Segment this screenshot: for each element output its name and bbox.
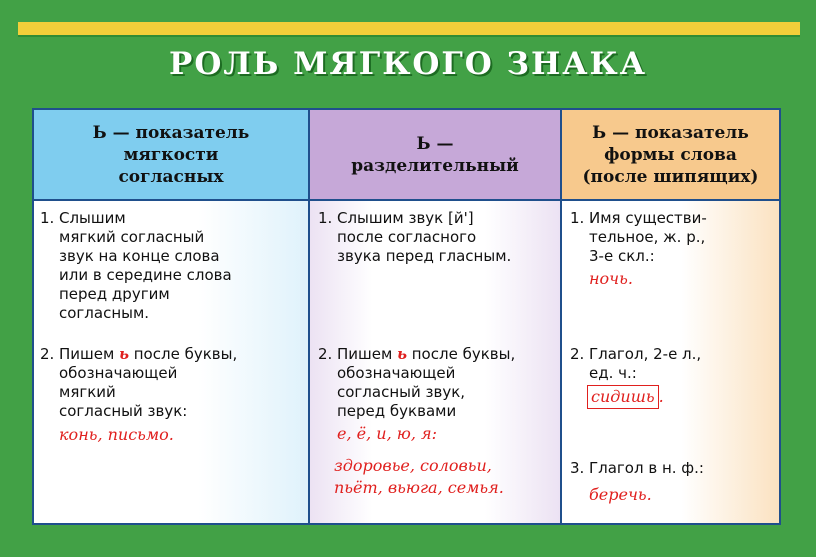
header-divider: [34, 199, 779, 201]
item-text: Слышим мягкий согласный звук на конце слова или в середине слова перед другим согласным.: [59, 209, 232, 322]
item-text: Глагол, 2-е л., ед. ч.:: [589, 345, 702, 382]
rules-table: [32, 108, 781, 525]
item-number: 1.: [40, 209, 55, 227]
column-body: [34, 201, 308, 523]
column-body: [310, 201, 560, 523]
column-body: [562, 201, 779, 523]
item-number: 2.: [318, 345, 333, 363]
item-text: [59, 345, 237, 421]
item-text: Глагол в н. ф.:: [589, 459, 704, 477]
text-fragment: Пишем: [337, 345, 398, 363]
vowel-letters: е, ё, и, ю, я:: [337, 424, 437, 443]
column-softness: [34, 110, 308, 523]
top-stripe: [18, 22, 800, 37]
column-header: Ь — показатель мягкости согласных: [34, 110, 308, 199]
soft-sign-letter: ь: [119, 345, 129, 363]
text-fragment: .: [658, 387, 664, 406]
column-header: Ь — показатель формы слова (после шипящих): [562, 110, 779, 199]
column-word-form: [562, 110, 779, 523]
handwritten-example: беречь.: [589, 485, 652, 504]
item-text: Имя существи- тельное, ж. р., 3-е скл.:: [589, 209, 707, 265]
item-number: 2.: [570, 345, 585, 363]
item-number: 2.: [40, 345, 55, 363]
column-separating: [310, 110, 560, 523]
column-header: Ь — разделительный: [310, 110, 560, 199]
handwritten-examples: конь, письмо.: [59, 425, 174, 444]
text-fragment: после буквы, обозначающей согласный звук, перед буквами: [337, 345, 516, 420]
item-text: Слышим звук [й'] после согласного звука перед гласным.: [337, 209, 512, 265]
item-number: 1.: [570, 209, 585, 227]
boxed-word: сидишь: [587, 385, 659, 409]
item-number: 3.: [570, 459, 585, 477]
item-text: [337, 345, 515, 421]
handwritten-examples: здоровье, соловьи, пьёт, вьюга, семья.: [334, 456, 504, 497]
soft-sign-letter: ь: [397, 345, 407, 363]
text-fragment: Пишем: [59, 345, 120, 363]
handwritten-example: ночь.: [589, 269, 633, 288]
item-number: 1.: [318, 209, 333, 227]
handwritten-example: [587, 385, 664, 409]
text-fragment: после буквы, обозначающей мягкий согласный звук:: [59, 345, 238, 420]
page-title: РОЛЬ МЯГКОГО ЗНАКА: [169, 46, 647, 82]
